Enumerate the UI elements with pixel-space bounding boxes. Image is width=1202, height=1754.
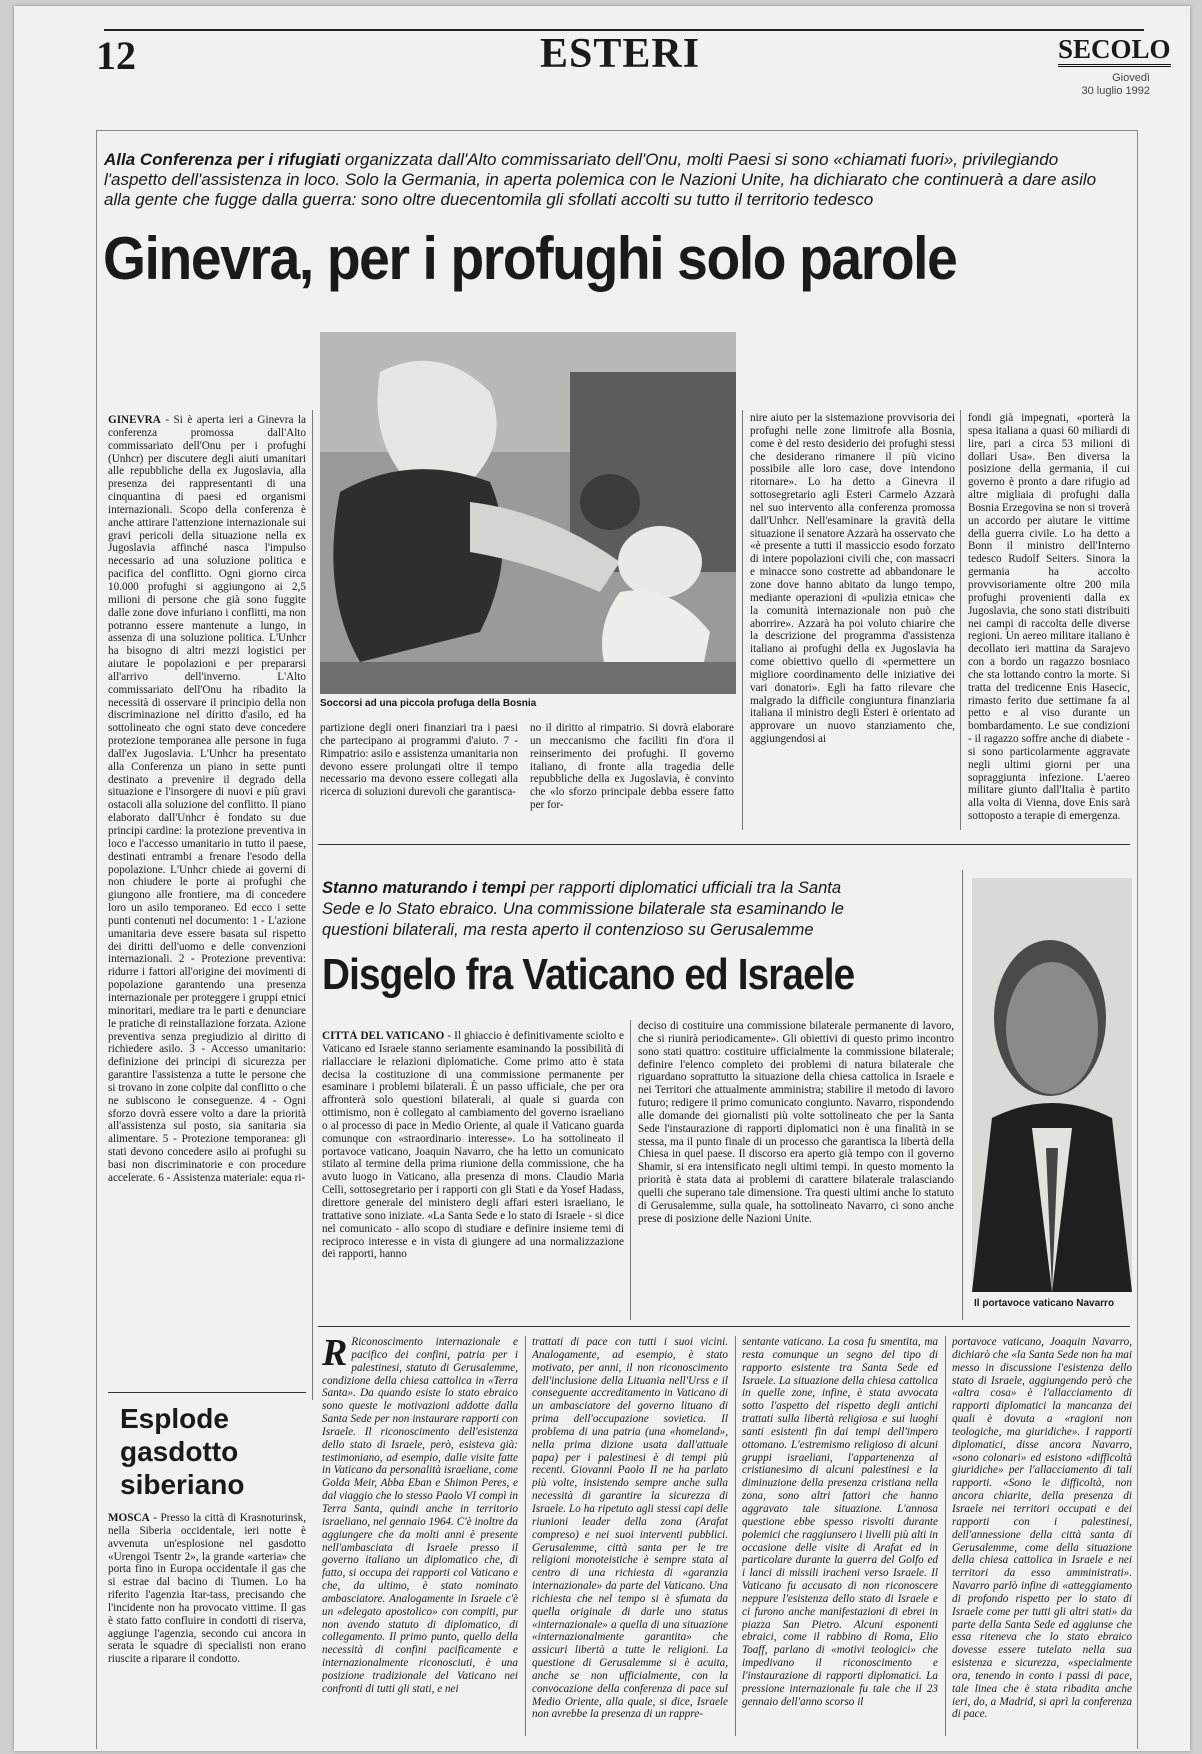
article-1-text-5: fondi già impegnati, «porterà la spesa italiana a quasi 60 miliardi di lire, pari a circa 53 milioni di dollari Usa». Ben diversa la posizione della germania, il cui governo è pronto a dare rifugio ad altre migliaia di profughi dalla Bosnia Erzegovina se non si troverà un accordo per aiutare le vittime della guerra civile. Lo ha detto a Bonn il ministro dell'Interno tedesco Rudolf Seiters. Sinora la germania ha accolto provvisoriamente oltre 200 mila profughi provenienti dalla ex Jugoslavia, che sono stati distribuiti nei campi di raccolta delle diverse regioni. Un aereo militare italiano è decollato ieri mattina da Sarajevo con a bordo un ragazzo bosniaco che sta lottando contro la morte. Si tratta del tredicenne Enis Hasecic, rimasto ferito due settimane fa al petto e al viso durante un bombardamento. Le sue condizioni - il ragazzo soffre anche di diabete - si sono particolarmente aggravate negli ultimi giorni per una sopraggiunta infezione. L'aereo militare giunto dall'Italia è partito alla volta di Vienna, dove Enis sarà sottoposto a terapie di emergenza. [968,412,1130,823]
article-1-column-4 [750,412,955,832]
article-1-lead-text: organizzata dall'Alto commissariato dell'Onu, molti Paesi si sono «chiamati fuori», privilegiando l'aspetto dell'assistenza in loco. Solo la Germania, in aperta polemica con le Nazioni Unite, ha dichiarato che continuerà a dare asilo alla gente che fugge dalla guerra: sono oltre duecentomila gli sfollati accolti su tutto il territorio tedesco [104,150,1097,209]
article-2-lead-text: per rapporti diplomatici ufficiali tra la Santa Sede e lo Stato ebraico. Una commissione bilaterale sta esaminando le questioni bilaterali, ma resta aperto il contenzioso su Gerusalemme [322,879,844,939]
article-1-column-1 [108,414,306,1392]
column-rule [525,1336,526,1736]
issue-date [1081,72,1150,98]
article-1-text-2: partizione degli oneri finanziari tra i paesi che partecipano ai programmi d'aiuto. 7 - Rimpatrio: asilo e assistenza umanitaria non devono essere prolungati oltre il tempo necessario ma devono essere collegati alla ricerca di soluzioni durevoli che garantisca- [320,722,518,799]
article-2-column-1 [322,1030,624,1320]
section-rule [108,1392,306,1393]
article-3-column [108,1512,306,1738]
column-rule [735,1336,736,1736]
article-2-italic-column-1 [322,1336,518,1736]
newspaper-logo: SECOLO [1058,34,1171,67]
section-rule [318,1326,1130,1327]
column-rule [630,1020,631,1320]
article-2-italic-column-2 [532,1336,728,1736]
column-rule [945,1336,946,1736]
article-2-italic-text-1: Riconoscimento internazionale e pacifico dei confini, patria per i palestinesi, statuto di Gerusalemme, condizione della chiesa cattolica in «Terra Santa». Da quando esiste lo stato ebraico sono queste le motivazioni addotte dalla Santa Sede per non instaurare rapporti con Israele. Il riconoscimento dell'esistenza dello stato di Israele, però, esisteva già: testimoniano, ad esempio, dalle visite fatte in Vaticano da personalità israeliane, come Golda Meir, Abba Eban e Shimon Peres, e dal viaggio che lo stesso Paolo VI compì in Terra Santa, quindi anche in territorio israeliano, nel gennaio 1964. C'è inoltre da aggiungere che da molti anni è presente nell'ambasciata di Israele presso il governo italiano un diplomatico che, di fatto, si occupa dei rapporti col Vaticano e che, da ultimo, è stato nominato ambasciatore. Analogamente in Israele c'è un «delegato apostolico» con compiti, pur non avendo statuto di diplomatico, di collegamento. Il primo punto, quello della necessità di confini pacificamente e internazionalmente riconosciuti, è una posizione tradizionale del Vaticano nei confronti di tutti gli stati, e nei [322,1336,518,1695]
issue-date-full: 30 luglio 1992 [1081,85,1150,97]
refugee-photo [320,332,736,694]
section-rule [318,844,1130,845]
article-2-dateline: CITTÀ DEL VATICANO [322,1030,445,1042]
article-2-headline: Disgelo fra Vaticano ed Israele [322,950,855,999]
article-1-dateline: GINEVRA [108,414,161,426]
article-2-italic-text-4: portavoce vaticano, Joaquin Navarro, dichiarò che «la Santa Sede non ha mai messo in discussione l'esistenza dello stato di Israele, aggiungendo però che «altra cosa» è l'allacciamento di rapporti diplomatici la mancanza dei quali è dovuta a «ragioni non teologiche, ma giuridiche». I rapporti diplomatici, disse ancora Navarro, «sono colonari» ed esistono «difficoltà giuridiche» per l'allacciamento di tali rapporti. «Sono le difficoltà, non ancora chiarite, della presenza di Israele nei territori occupati e dei rapporti con i palestinesi, dell'annessione della città santa di Gerusalemme, come della situazione della chiesa cattolica in Israele e nei territori da esso amministrati». Navarro parlò infine di «atteggiamento di profondo rispetto per lo stato di Israele come per tutti gli altri stati» da parte della Santa Sede ed aggiunse che essa riteneva che lo stato ebraico dovesse essere tutelato nella sua esistenza e sicurezza, «specialmente ora, tenendo in conto i passi di pace, tale linea che è stata ribadita anche ieri, do, a Madrid, si aprì la conferenza di pace. [952,1336,1132,1721]
drop-cap: R [322,1336,348,1374]
article-2-text-2: deciso di costituire una commissione bilaterale permanente di lavoro, che si riunirà periodicamente». Gli obiettivi di questo primo incontro sono stati quattro: costituire ufficialmente la commissione bilaterale; definire l'elenco completo dei problemi di natura bilaterale che riguardano soprattutto la situazione della chiesa cattolica in Israele e nei Territori che attualmente amministra; stabilire il metodo di lavoro futuro; redigere il primo comunicato congiunto. Navarro, rispondendo alle domande dei giornalisti più volte sottolineato che per la Santa Sede l'instaurazione di rapporti diplomatici non è una finalità in se stessa, ma il punto finale di un processo che garantisca la libertà della Chiesa in quel paese. Il discorso era aperto già tempo con il governo Shamir, si era intensificato negli ultimi tempi. In questo momento la priorità è stata data ai problemi di carattere bilaterale tralasciando quelli che superano tale dimensione. Tra questi ultimi anche lo statuto di Gerusalemme, sulla quale, ha sottolineato Navarro, ci sono anche prese di posizione delle Nazioni Unite. [638,1020,954,1225]
article-3-dateline: MOSCA [108,1512,150,1524]
article-3-text: - Presso la città di Krasnoturinsk, nella Siberia occidentale, ieri notte è avvenuta un'esplosione nel gasdotto «Urengoi Tsentr 2», la grande «arteria» che porta fino in Europa occidentale il gas che si estrae dal bacino di Tiumen. Lo ha riferito l'agenzia Itar-tass, precisando che l'incidente non ha provocato vittime. Il gas è stato fatto confluire in condotti di riserva, aggiunge l'agenzia, secondo cui ancora in serata le squadre di specialisti non erano riuscite a riparare il condotto. [108,1512,306,1666]
article-1-text-1: - Si è aperta ieri a Ginevra la conferenza promossa dall'Alto commissariato dell'Onu per i profughi (Unhcr) per discutere degli aiuti umanitari alle repubbliche della ex Jugoslavia, alla presenza dei rappresentanti di una cinquantina di paesi ed organismi internazionali. Scopo della conferenza è anche attirare l'attenzione internazionale sui gravi pericoli della situazione nella ex Jugoslavia affinché nasca l'impulso necessario ad una soluzione politica e pacifica del conflitto. Ogni giorno circa 10.000 profughi si aggiungono ai 2,5 milioni di persone che già sono fuggite dalle zone dove infuriano i conflitti, ma non potranno essere mantenute a lungo, in assenza di una soluzione politica. L'Unhcr ha bisogno di altri mezzi logistici per aiutare le popolazioni e per prepararsi all'arrivo dell'inverno. L'Alto commissariato dell'Onu ha ribadito la necessità di osservare il principio della non discriminazione nel diritto d'asilo, ed ha sottolineato che ogni stato deve concedere protezione temporanea alle persone in fuga dall'ex Jugoslavia. L'Unhcr ha presentato alla Conferenza un piano in sette punti destinato a prevenire il degrado della situazione e l'insorgere di nuovi e più gravi ostacoli alla soluzione del conflitto. Il piano elaborato dall'Unhcr è fondato su due principi cardine: la protezione preventiva in loco e l'accesso umanitario in tutto il paese, destinati entrambi a frenare l'esodo della popolazione. L'Unhcr chiede ai governi di non chiudere le porte ai profughi che giungono alle frontiere, ma di concedere loro un asilo temporaneo. Ed ecco i sette punti contenuti nel documento: 1 - L'azione umanitaria deve essere basata sul rispetto dei diritti dell'uomo e delle convenzioni internazionali. 2 - Protezione preventiva: ridurre i fattori all'origine dei movimenti di popolazione garantendo una presenza internazionale per proteggere i gruppi etnici minoritari, mediare tra le parti e denunciare le pratiche di reinstallazione forzata. Azione preventiva senza pregiudizio al diritto di richiedere asilo. 3 - Accesso umanitario: definizione dei principi di sicurezza per garantire l'assistenza a tutte le persone che si trovano in zone colpite dal conflitto o che ne subiscono le conseguenze. 4 - Ogni sforzo dovrà essere volto a dare la priorità all'assistenza sul posto, sia sanitaria sia alimentare. 5 - Protezione temporanea: gli stati devono concedere asilo ai profughi su basi non discriminatorie e con procedure accelerate. 6 - Assistenza materiale: equa ri- [108,414,306,1184]
article-1-column-5 [968,412,1130,832]
column-rule [742,410,743,830]
article-2-lead [322,878,882,941]
article-1-column-2 [320,722,518,830]
issue-day: Giovedì [1112,72,1150,84]
article-1-text-4: nire aiuto per la sistemazione provvisoria dei profughi nelle zone limitrofe alla Bosnia, come è del resto desiderio dei profughi stessi che desiderano rimanere il più vicino possibile alle loro case, dove intendono ritornare». Lo ha detto a Ginevra il sottosegretario agli Esteri Carmelo Azzarà nel suo intervento alla conferenza promossa dall'Unhcr. Nell'esaminare la gravità della situazione il senatore Azzarà ha osservato che «è presente a tutti il massiccio esodo forzato di intere popolazioni civili che, con massacri e minacce sono costrette ad abbandonare le zone dove hanno abitato da lungo tempo, mediante operazioni di «pulizia etnica» che la comunità internazionale non può che aborrire». Azzarà ha poi voluto chiarire che la descrizione del programma d'assistenza italiano ai profughi della ex Jugoslavia ha come obiettivo quello di «permettere un migliore coordinamento delle iniziative dei vari donatori». Egli ha fatto rilevare che malgrado la difficile congiuntura finanziaria italiana il ministro degli Esteri è orientato ad approvare un nuovo stanziamento che, aggiungendosi ai [750,412,955,746]
article-1-text-3: no il diritto al rimpatrio. Si dovrà elaborare un meccanismo che faciliti fin d'ora il reinserimento dei profughi. Il governo italiano, di fronte alla tragedia delle repubbliche della ex Jugoslavia, è convinto che «lo sforzo principale debba essere fatto per for- [530,722,734,812]
article-2-photo-caption: Il portavoce vaticano Navarro [974,1298,1115,1309]
article-2-text-1: - Il ghiaccio è definitivamente sciolto e Vaticano ed Israele stanno seriamente esaminando la possibilità di riallacciare le relazioni diplomatiche. Come primo atto è stata decisa la costituzione di una commissione permanente per esaminare i problemi bilaterali. È un passo ufficiale, che per ora affronterà solo questioni bilaterali, al quale si guarda con ottimismo, non è collegato al cambiamento del governo israeliano o al processo di pace in Medio Oriente, al quale il Vaticano guarda comunque con «straordinario interesse». Lo ha sottolineato il portavoce vaticano, Joaquin Navarro, che ha letto un comunicato stilato al termine della prima riunione della commissione, che ha avuto luogo in Vaticano, alla presenza di mons. Claudio Maria Celli, sottosegretario per i rapporti con gli Stati e da Yosef Hadass, direttore generale del ministero degli affari esteri israeliano, le trattative sono iniziate. «La Santa Sede e lo stato di Israele - si dice nel comunicato - allo scopo di studiare e definire insieme temi di reciproco interesse e in vista di giungere ad una normalizzazione dei rapporti, hanno [322,1030,624,1261]
article-1-lead [104,150,1104,210]
article-3-headline: Esplode gasdotto siberiano [120,1403,245,1500]
article-2-lead-bold: Stanno maturando i tempi [322,879,526,897]
column-rule [960,410,961,830]
article-2-italic-column-3 [742,1336,938,1736]
column-rule [312,410,313,1400]
article-1-lead-bold: Alla Conferenza per i rifugiati [104,150,341,169]
article-2-italic-column-4 [952,1336,1132,1736]
article-2-italic-text-2: trattati di pace con tutti i suoi vicini. Analogamente, ad esempio, è stato motivato, per anni, il non riconoscimento dell'inclusione della Lituania nell'Urss e il conseguente accreditamento in Vaticano di un ambasciatore del governo lituano di prima dell'occupazione sovietica. Il problema di una patria (una «homeland», nella prima dizione usata dall'attuale papa) per i palestinesi è di tempi più recenti. Giovanni Paolo II ne ha parlato più volte, insistendo sempre anche sulla necessità di garantire la sicurezza di Israele. Lo ha ripetuto agli stessi capi delle riunioni leader della zona (Arafat compreso) e nei suoi interventi pubblici. Gerusalemme, città santa per le tre religioni monoteistiche è sempre stata al centro di una richiesta di «garanzia internazionale» da parte del Vaticano. Una richiesta che nel tempo si è sfumata da quella originale di darle uno status «internazionale» a quella di una situazione «internazionalmente garantita» che assicuri libertà a tutte le religioni. La questione di Gerusalemme si è acuita, anche se non ufficialmente, con la convocazione della conferenza di pace sul Medio Oriente, alla quale, si dice, Israele non avrebbe la presenza di un rappre- [532,1336,728,1721]
article-2-italic-text-3: sentante vaticano. La cosa fu smentita, ma resta comunque un segno del tipo di rapporto esistente tra Santa Sede ed Israele. La situazione della chiesa cattolica in quelle zone, infine, è stata avvocata sotto l'aspetto del rispetto degli antichi trattati sulla libertà religiosa e sui luoghi santi esistenti fin dai tempi dell'impero ottomano. L'estremismo religioso di alcuni gruppi israeliani, l'appartenenza al cristianesimo di alcuni palestinesi e la diminuzione della presenza cristiana nella zona, sono altri fattori che hanno aggravato tale situazione. L'annosa questione ebbe spesso risvolti durante polemici che raggiunsero i livelli più alti in occasione delle visite di Arafat ed in particolare durante la guerra del Golfo ed i lanci di missili iracheni verso Israele. Il Vaticano fu accusato di non riconoscere neppure l'esistenza dello stato di Israele e ci furono anche manifestazioni di ebrei in piazza San Pietro. Alcuni esponenti ebraici, come il rabbino di Roma, Elio Toaff, parlano di «motivi teologici» che impedivano il riconoscimento e l'instaurazione di rapporti diplomatici. La pressione internazionale fu tale che il 23 gennaio dell'anno scorso il [742,1336,938,1708]
column-rule [962,870,963,1320]
article-1-column-3 [530,722,734,830]
page-number: 12 [96,33,136,78]
article-1-headline: Ginevra, per i profughi solo parole [103,225,957,292]
section-title: ESTERI [540,31,701,77]
article-1-photo-caption: Soccorsi ad una piccola profuga della Bosnia [320,698,537,709]
article-2-column-2 [638,1020,954,1320]
navarro-photo [972,878,1132,1292]
